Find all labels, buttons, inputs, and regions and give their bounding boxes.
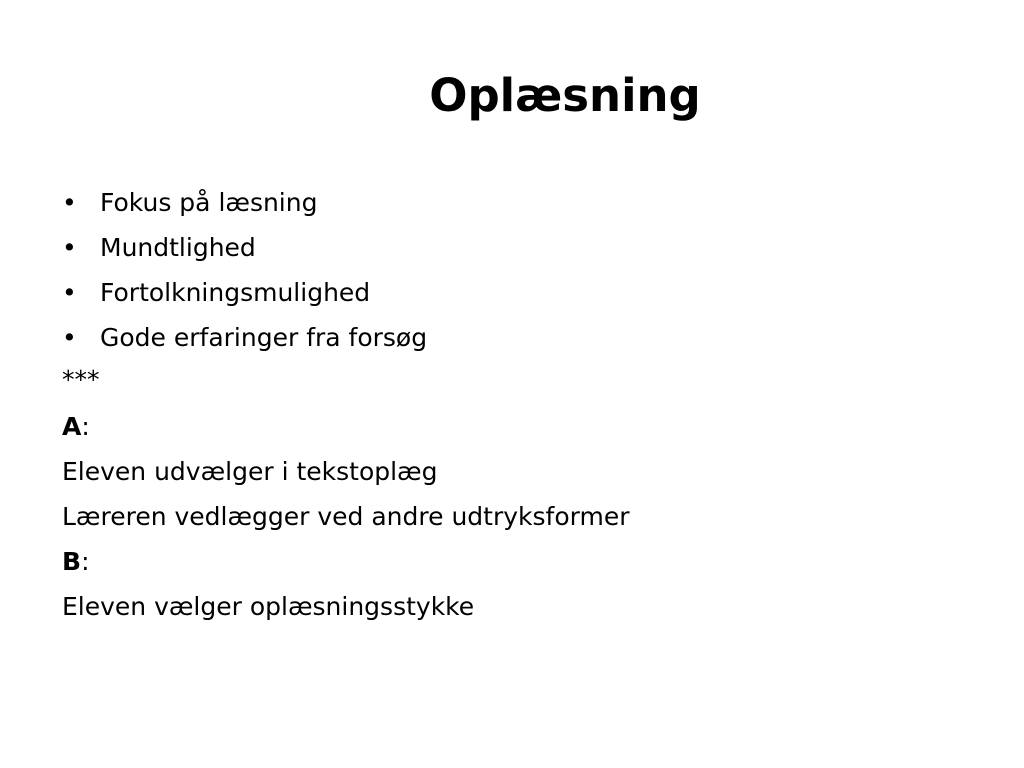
section-b-line: Eleven vælger oplæsningsstykke xyxy=(62,592,475,621)
slide-body xyxy=(62,180,962,629)
bullet-list xyxy=(62,180,962,360)
bullet-item xyxy=(62,270,962,315)
section-a-line: Læreren vedlægger ved andre udtryksformer xyxy=(62,502,630,531)
section-a-line: Eleven udvælger i tekstoplæg xyxy=(62,457,438,486)
section-b-heading xyxy=(62,539,962,584)
bullet-icon: • xyxy=(62,323,77,352)
bullet-item xyxy=(62,315,962,360)
slide-title: Oplæsning xyxy=(429,69,701,122)
bullet-icon: • xyxy=(62,278,77,307)
bullet-icon: • xyxy=(62,233,77,262)
section-a-label: A xyxy=(62,412,82,441)
bullet-text: Fokus på læsning xyxy=(100,188,318,217)
bullet-item xyxy=(62,180,962,225)
bullet-text: Mundtlighed xyxy=(100,233,256,262)
section-b-label: B xyxy=(62,547,82,576)
bullet-item xyxy=(62,225,962,270)
bullet-icon: • xyxy=(62,188,77,217)
section-a-colon: : xyxy=(81,412,90,441)
separator-stars: *** xyxy=(62,365,100,394)
bullet-text: Gode erfaringer fra forsøg xyxy=(100,323,428,352)
section-b-colon: : xyxy=(81,547,90,576)
section-a-heading xyxy=(62,404,962,449)
bullet-text: Fortolkningsmulighed xyxy=(100,278,371,307)
